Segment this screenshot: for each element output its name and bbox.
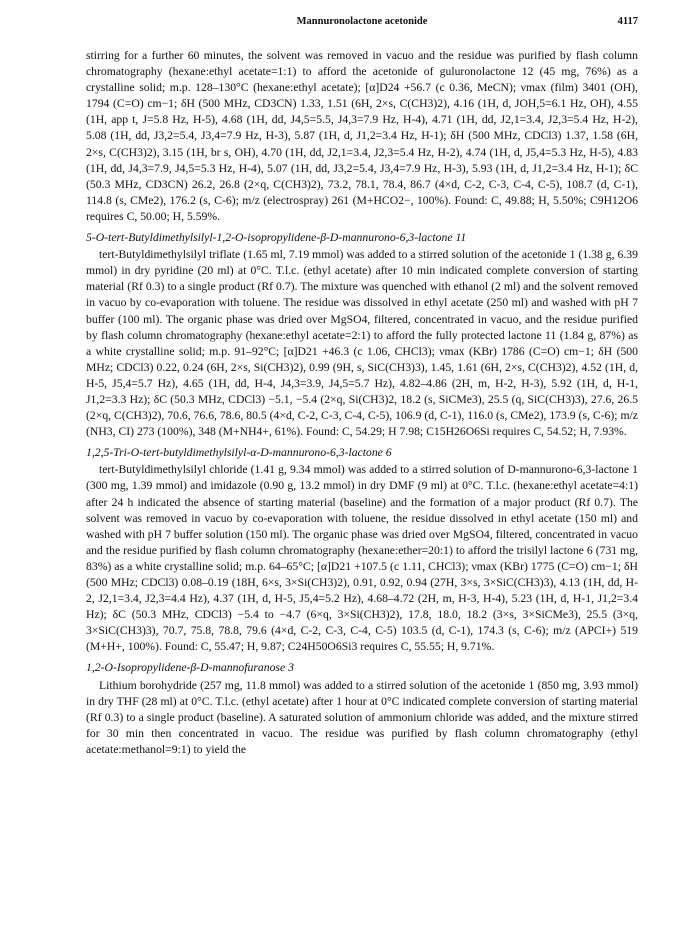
- continued-paragraph: stirring for a further 60 minutes, the solvent was removed in vacuo and the residue was purified by flash column chromatography (hexane:ethyl acetate=1:1) to afford the acetonide of guluronolactone 12 (45 mg, 76%) as a crystalline solid; m.p. 128–130°C (hexane:ethyl acetate); [α]D24 +56.7 (c 0.36, MeCN); νmax (film) 3401 (OH), 1794 (C=O) cm−1; δH (500 MHz, CD3CN) 1.33, 1.51 (6H, 2×s, C(CH3)2), 4.16 (1H, d, JOH,5=6.1 Hz, OH), 4.55 (1H, app t, J=5.8 Hz, H-5), 4.68 (1H, dd, J4,5=5.5, J4,3=7.9 Hz, H-4), 4.71 (1H, dd, J2,1=3.4, J2,3=5.4 Hz, H-2), 5.08 (1H, dd, J3,2=5.4, J3,4=7.9 Hz, H-3), 5.87 (1H, d, J1,2=3.4 Hz, H-1); δH (500 MHz, CDCl3) 1.37, 1.58 (6H, 2×s, C(CH3)2), 3.15 (1H, br s, OH), 4.70 (1H, dd, J2,1=3.4, J2,3=5.4 Hz, H-2), 4.74 (1H, d, J5,4=5.3 Hz, H-5), 4.83 (1H, dd, J4,3=7.9, J4,5=5.3 Hz, H-4), 5.07 (1H, dd, J3,2=5.4, J3,4=7.9 Hz, H-3), 5.93 (1H, d, J1,2=3.4 Hz, H-1); δC (50.3 MHz, CD3CN) 26.2, 26.8 (2×q, C(CH3)2), 73.2, 78.1, 78.4, 86.7 (4×d, C-2, C-3, C-4, C-5), 108.7 (d, C-1), 114.8 (s, CMe2), 176.2 (s, C-6); m/z (electrospray) 261 (M+HCO2−, 100%). Found: C, 49.88; H, 5.50%; C9H12O6 requires C, 50.00; H, 5.59%.: [86, 49, 638, 223]
- running-head-title: Mannuronolactone acetonide: [296, 16, 428, 27]
- page-number: 4117: [617, 16, 638, 27]
- section-heading: 1,2,5-Tri-O-tert-butyldimethylsilyl-α-D-mannurono-6,3-lactone 6: [86, 446, 392, 460]
- section-heading: 5-O-tert-Butyldimethylsilyl-1,2-O-isopropylidene-β-D-mannurono-6,3-lactone 11: [86, 231, 467, 245]
- section-body: tert-Butyldimethylsilyl chloride (1.41 g, 9.34 mmol) was added to a stirred solution of D-mannurono-6,3-lactone 1 (300 mg, 1.39 mmol) and imidazole (0.90 g, 13.2 mmol) in dry DMF (9 ml) at 0°C. T.l.c. (hexane:ethyl acetate=4:1) after 24 h indicated the absence of starting material (baseline) and the formation of a major product (Rf 0.7). The solvent was removed in vacuo by co-evaporation with toluene, the residue dissolved in ethyl acetate (150 ml) and washed with pH 7 buffer solution (150 ml). The organic phase was dried over MgSO4, filtered, concentrated in vacuo and the residue purified by flash column chromatography (hexane:ether=20:1) to afford the trisilyl lactone 6 (731 mg, 83%) as a white crystalline solid; m.p. 64–65°C; [α]D21 +107.5 (c 1.11, CHCl3); νmax (KBr) 1775 (C=O) cm−1; δH (500 MHz; CDCl3) 0.08–0.19 (18H, 6×s, 3×Si(CH3)2), 0.91, 0.92, 0.94 (27H, 3×s, 3×SiC(CH3)3), 4.13 (1H, dd, H-2, J2,1=3.4, J2,3=4.4 Hz), 4.37 (1H, d, H-5, J5,4=5.2 Hz), 4.68–4.72 (2H, m, H-3, H-4), 5.23 (1H, d, H-1, J1,2=3.4 Hz); δC (50.3 MHz, CDCl3) −5.4 to −4.7 (6×q, 3×Si(CH3)2), 17.8, 18.0, 18.2 (3×s, 3×SiCMe3), 25.5 (3×q, 3×SiC(CH3)3), 70.7, 75.8, 78.8, 79.6 (4×d, C-2, C-3, C-4, C-5) 103.5 (d, C-1), 174.3 (s, C-6); m/z (APCI+) 519 (M+H+, 100%). Found: C, 55.47; H, 9.87; C24H50O6Si3 requires C, 55.55; H, 9.71%.: [86, 463, 638, 654]
- section-compound-11: [86, 230, 638, 440]
- section-heading: 1,2-O-Isopropylidene-β-D-mannofuranose 3: [86, 661, 294, 675]
- section-compound-3: [86, 660, 638, 758]
- section-compound-6: [86, 445, 638, 655]
- section-body: Lithium borohydride (257 mg, 11.8 mmol) was added to a stirred solution of the acetonide 1 (850 mg, 3.93 mmol) in dry THF (28 ml) at 0°C. T.l.c. (ethyl acetate) after 1 hour at 0°C indicated complete conversion of starting material (Rf 0.3) to a single product (baseline). A saturated solution of ammonium chloride was added, and the mixture stirred for 30 min then concentrated in vacuo. The residue was purified by flash column chromatography (ethyl acetate:methanol=9:1) to yield the: [86, 678, 638, 756]
- running-head: [86, 14, 638, 30]
- section-body: tert-Butyldimethylsilyl triflate (1.65 ml, 7.19 mmol) was added to a stirred solution of the acetonide 1 (1.38 g, 6.39 mmol) in dry pyridine (20 ml) at 0°C. T.l.c. (ethyl acetate) after 10 min indicated complete conversion of starting material (Rf 0.3) to a single product (Rf 0.7). The mixture was quenched with ethanol (2 ml) and the solvent removed in vacuo by co-evaporation with toluene. The residue was dissolved in ethyl acetate (250 ml) and washed with pH 7 buffer (100 ml). The organic phase was dried over MgSO4, filtered, concentrated in vacuo, and the residue purified by flash column chromatography (hexane:ethyl acetate=2:1) to afford the fully protected lactone 11 (1.84 g, 87%) as a white crystalline solid; m.p. 91–92°C; [α]D21 +46.3 (c 1.06, CHCl3); νmax (KBr) 1786 (C=O) cm−1; δH (500 MHz; CDCl3) 0.22, 0.24 (6H, 2×s, Si(CH3)2), 0.99 (9H, s, SiC(CH3)3), 1.45, 1.61 (6H, 2×s, C(CH3)2), 4.52 (1H, d, H-5, J5,4=5.7 Hz), 4.65 (1H, dd, H-4, J4,3=3.9, J4,5=5.7 Hz), 4.82–4.86 (2H, m, H-2, H-3), 5.92 (1H, d, H-1, J1,2=3.3 Hz); δC (50.3 MHz, CDCl3) −5.1, −5.4 (2×q, Si(CH3)2, 18.2 (s, SiCMe3), 25.5 (q, SiC(CH3)3), 27.6, 26.5 (2×q, C(CH3)2), 70.6, 76.6, 78.6, 80.5 (4×d, C-2, C-3, C-4, C-5), 106.9 (d, C-1), 116.0 (s, CMe2), 173.9 (s, C-6); m/z (NH3, CI) 273 (100%), 348 (M+NH4+, 61%). Found: C, 54.29; H 7.98; C15H26O6Si requires C, 54.52; H, 7.93%.: [86, 248, 638, 439]
